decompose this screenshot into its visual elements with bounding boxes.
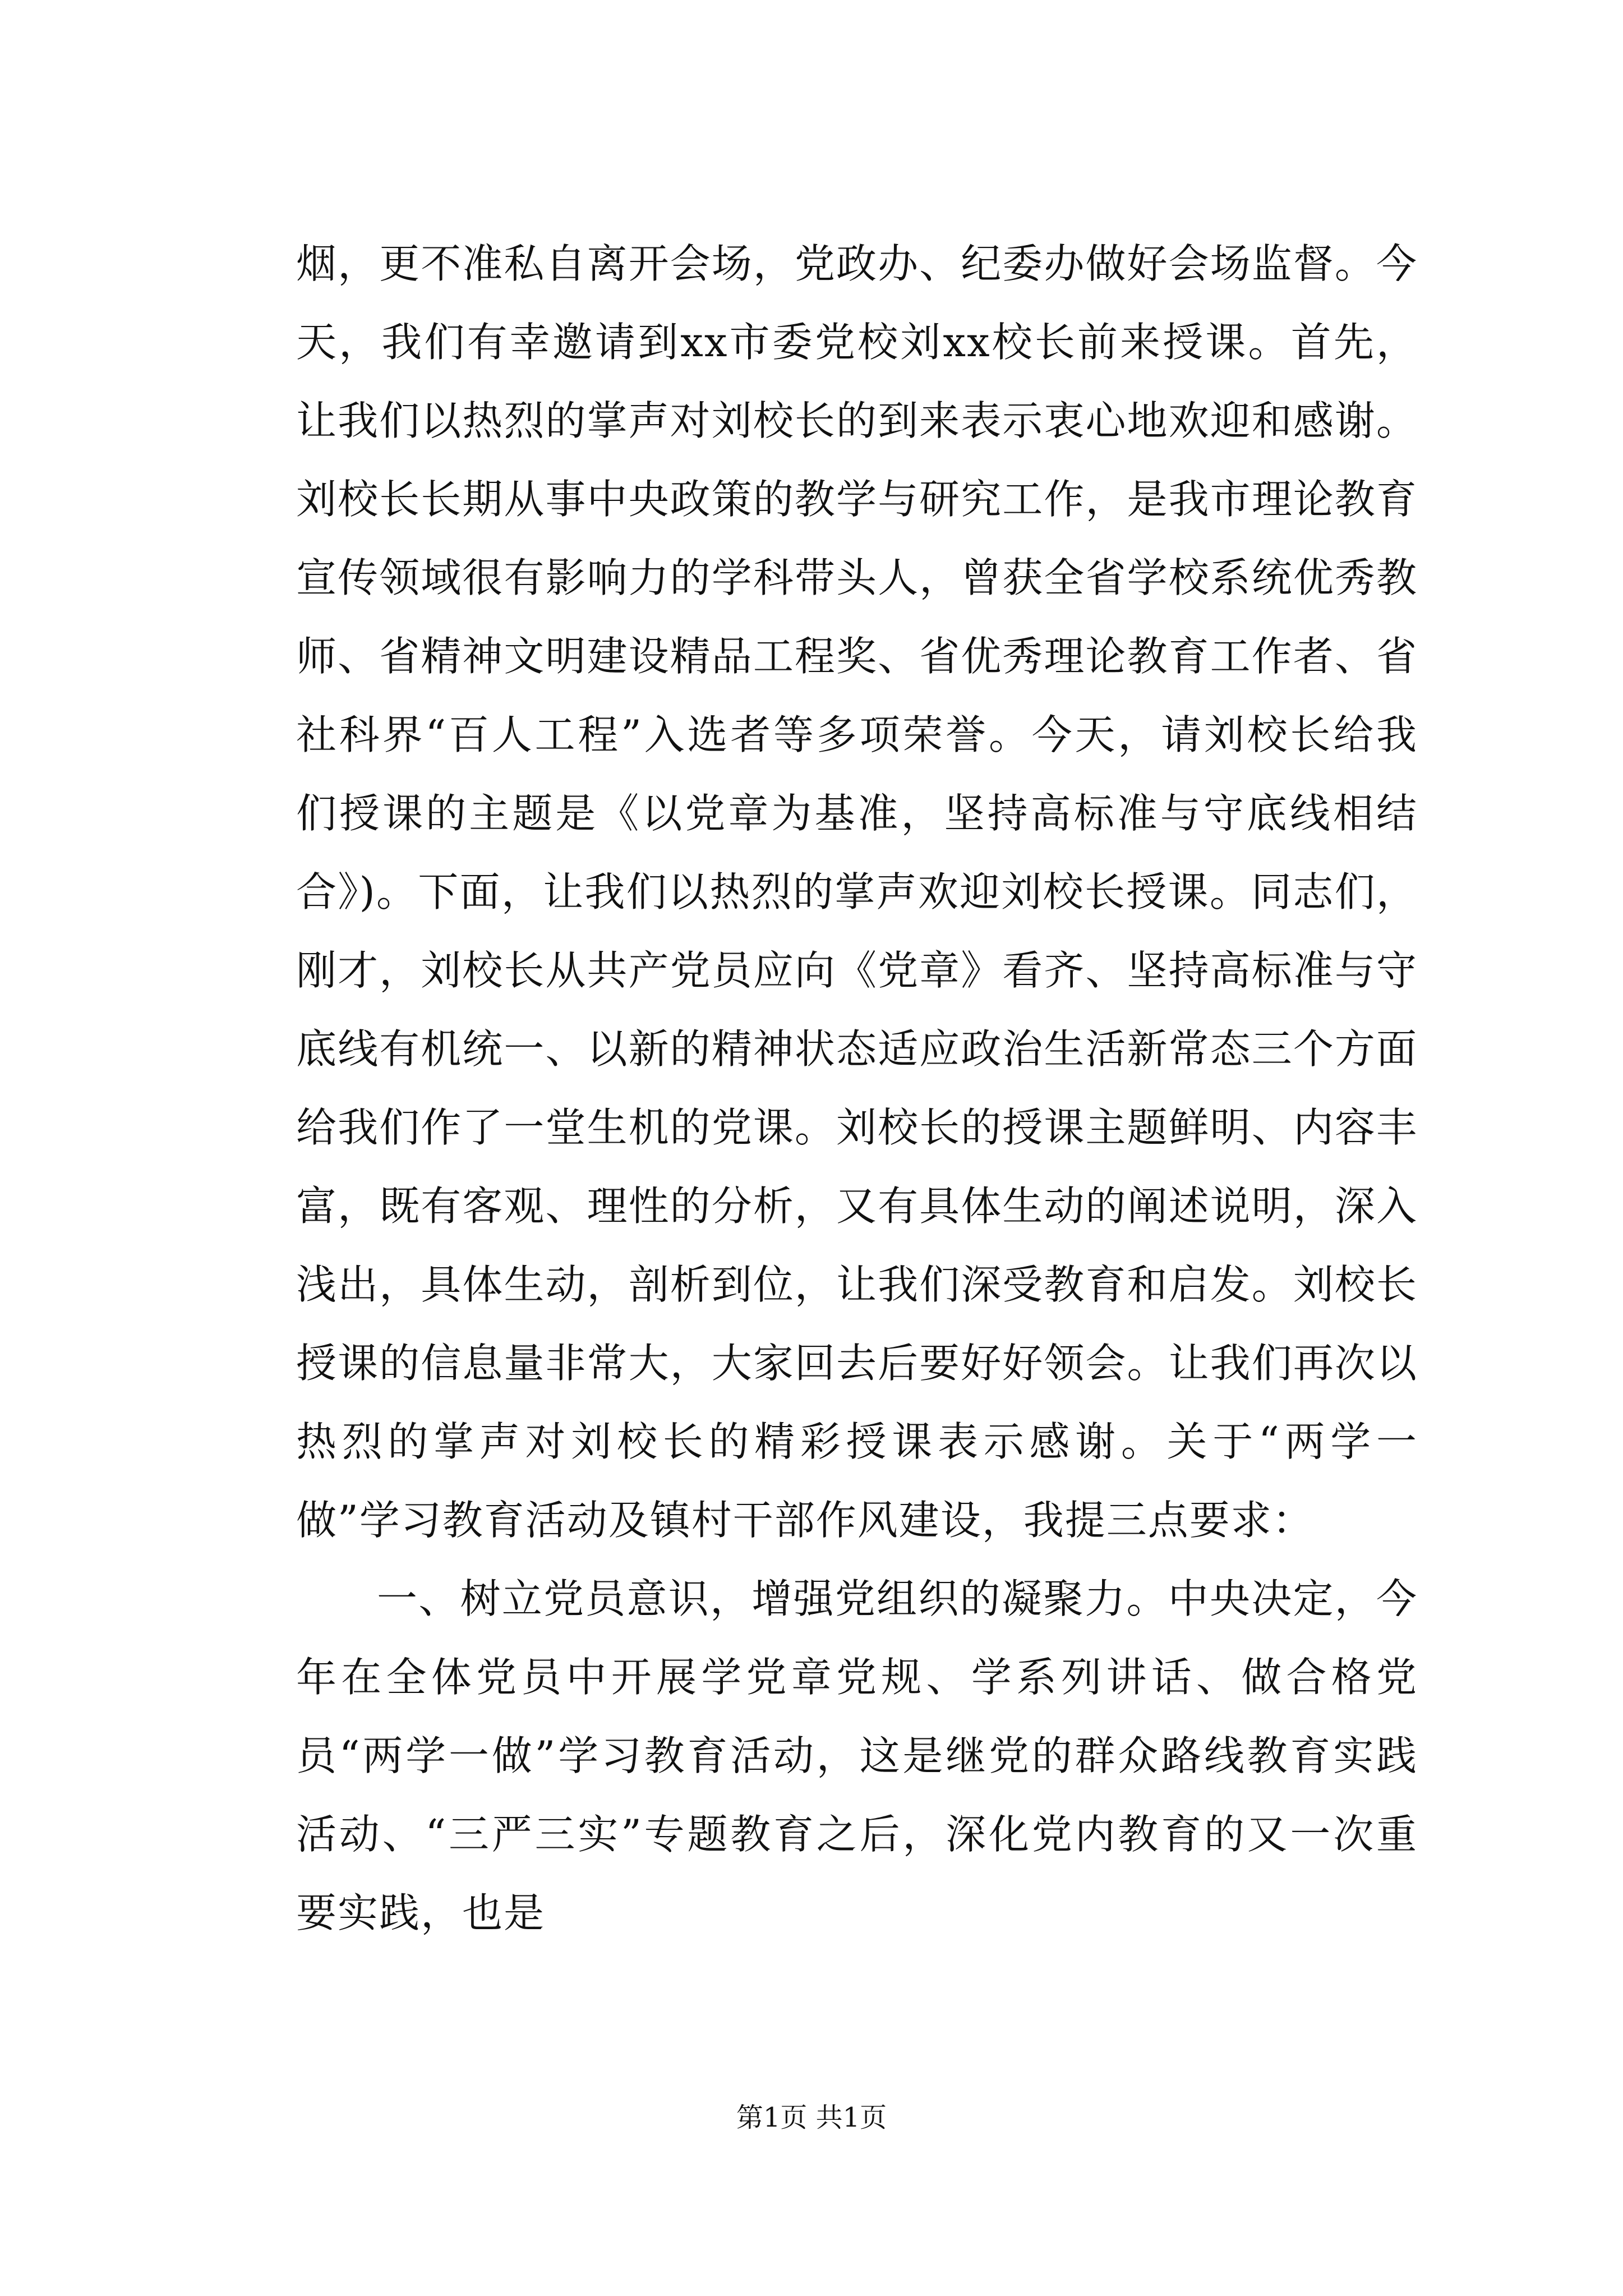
body-paragraph-2: 一、树立党员意识，增强党组织的凝聚力。中央决定，今年在全体党员中开展学党章党规、学系列讲话、做合格党员“两学一做”学习教育活动，这是继党的群众路线教育实践活动、“三严三实”专题教育之后，深化党内教育的又一次重要实践，也是 bbox=[296, 1575, 1418, 1936]
document-body bbox=[296, 224, 1418, 1952]
page-footer: 第1页 共1页 bbox=[736, 2102, 887, 2133]
body-paragraph-1: 烟，更不准私自离开会场，党政办、纪委办做好会场监督。今天，我们有幸邀请到xx市委党校刘xx校长前来授课。首先，让我们以热烈的掌声对刘校长的到来表示衷心地欢迎和感谢。刘校长长期从事中央政策的教学与研究工作，是我市理论教育宣传领域很有影响力的学科带头人，曾获全省学校系统优秀教师、省精神文明建设精品工程奖、省优秀理论教育工作者、省社科界“百人工程”入选者等多项荣誉。今天，请刘校长给我们授课的主题是《以党章为基准，坚持高标准与守底线相结合》)。下面，让我们以热烈的掌声欢迎刘校长授课。同志们，刚才，刘校长从共产党员应向《党章》看齐、坚持高标准与守底线有机统一、以新的精神状态适应政治生活新常态三个方面给我们作了一堂生机的党课。刘校长的授课主题鲜明、内容丰富，既有客观、理性的分析，又有具体生动的阐述说明，深入浅出，具体生动，剖析到位，让我们深受教育和启发。刘校长授课的信息量非常大，大家回去后要好好领会。让我们再次以热烈的掌声对刘校长的精彩授课表示感谢。关于“两学一做”学习教育活动及镇村干部作风建设，我提三点要求： bbox=[296, 240, 1418, 1544]
